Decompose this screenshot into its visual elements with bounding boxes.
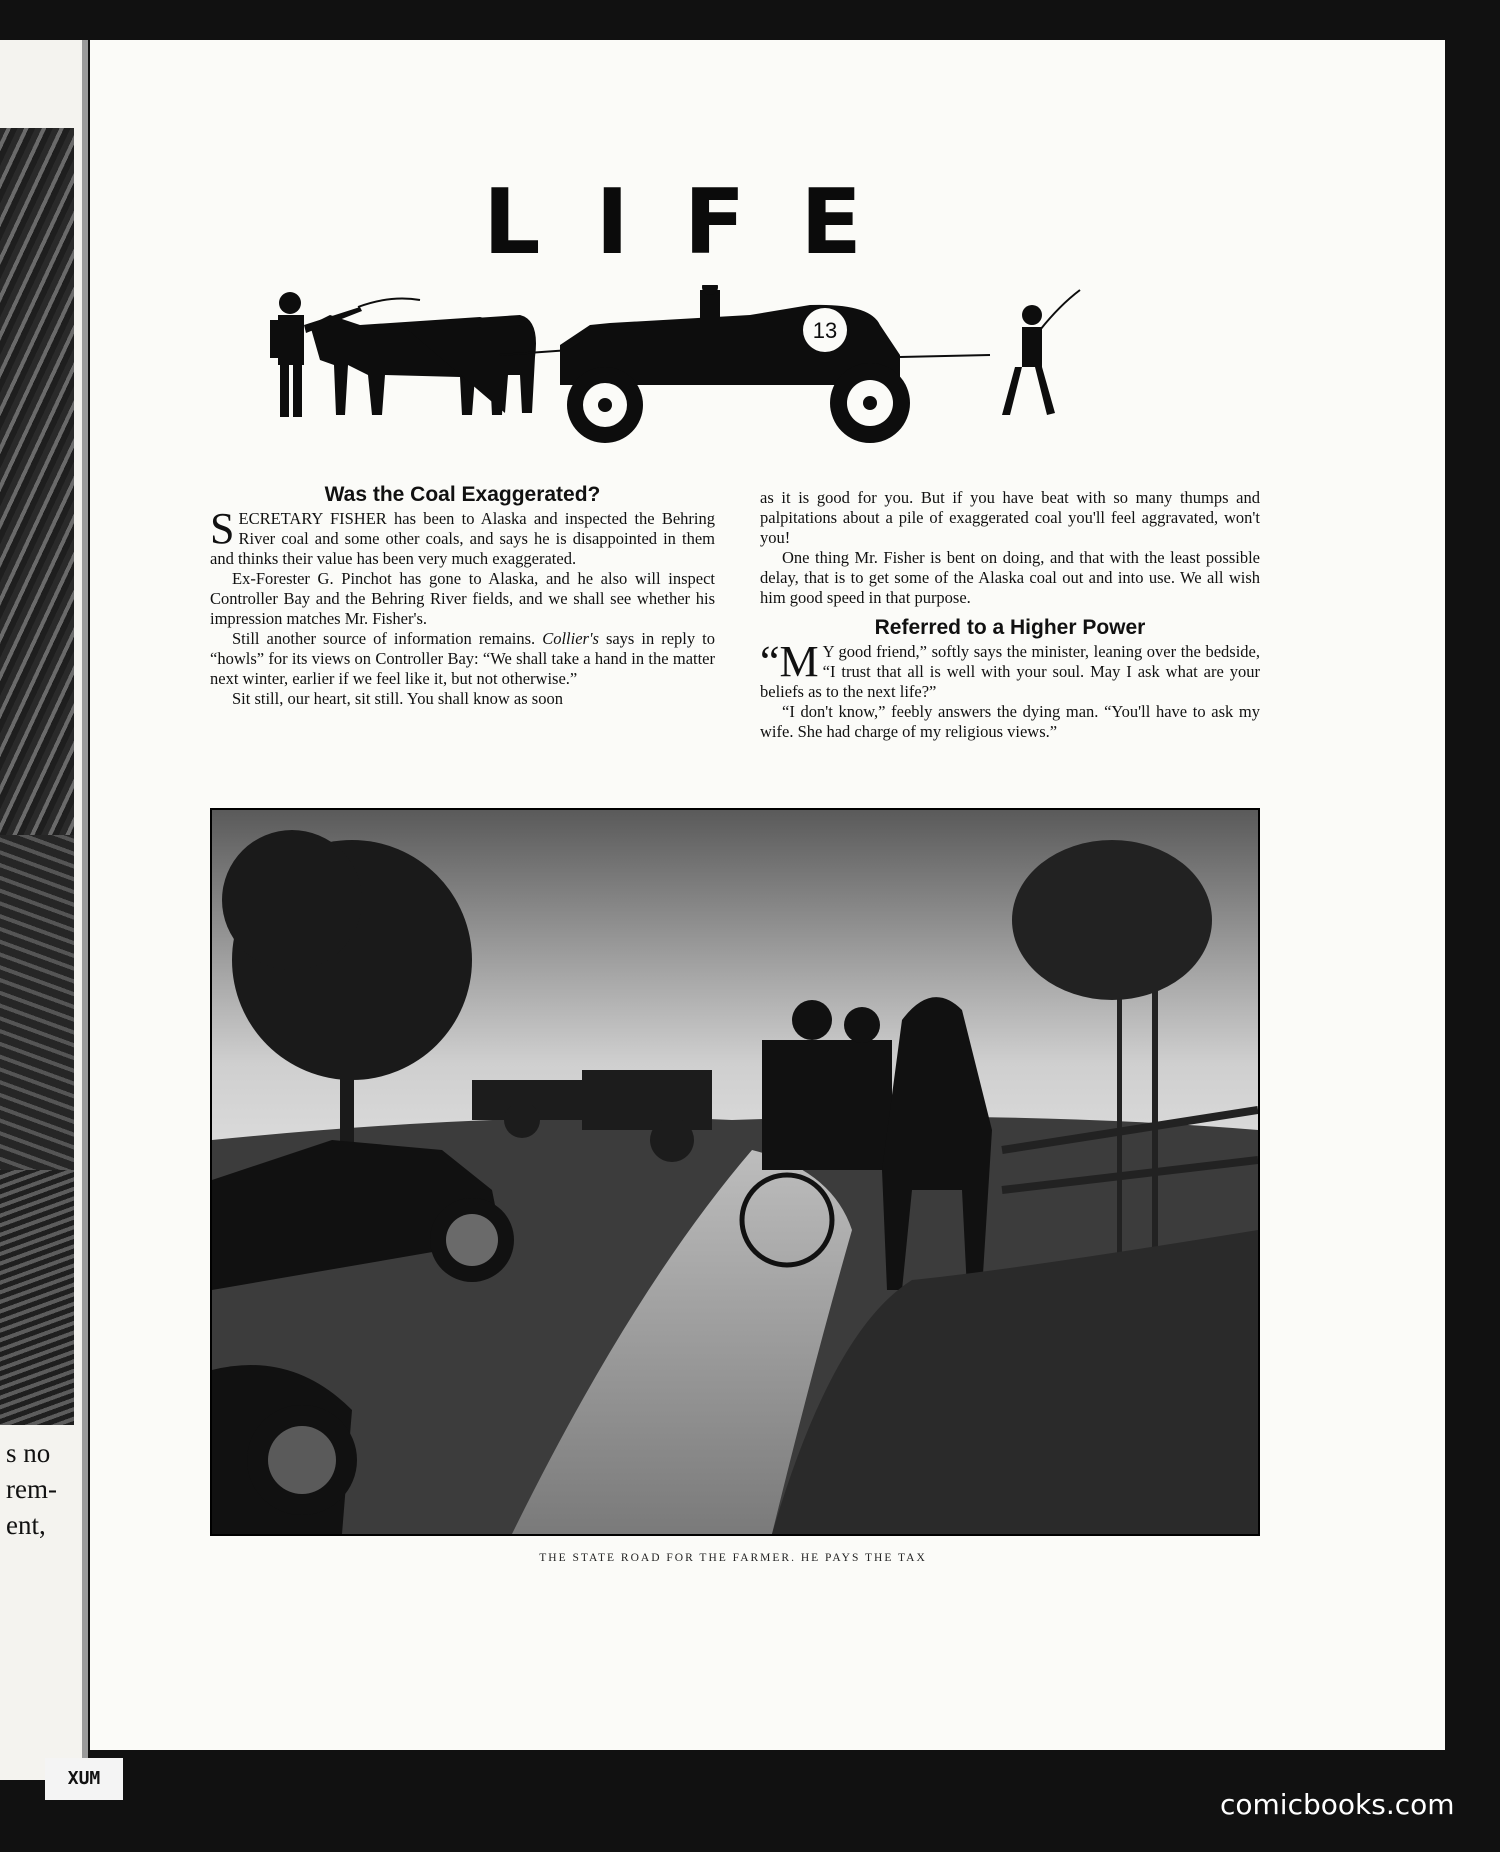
drop-cap: “M	[760, 637, 819, 686]
drop-cap: S	[210, 504, 235, 553]
article-paragraph: as it is good for you. But if you have beat with so many thumps and palpitations about a pile of exaggerated coal you'll feel aggravated, won't you!	[760, 488, 1260, 547]
article-paragraph: Sit still, our heart, sit still. You shall know as soon	[232, 689, 563, 708]
oxen-silhouette	[310, 315, 536, 415]
paragraph-text: Still another source of information remains.	[232, 629, 536, 648]
left-page-text-fragment: s no	[6, 1438, 51, 1468]
left-page-text-fragment: rem-	[6, 1474, 57, 1504]
masthead-title: LIFE	[483, 170, 917, 275]
left-page-illustration-bottom	[0, 1170, 74, 1425]
paragraph-text: Y good friend,” softly says the minister, leaning over the bedside, “I trust that all is well with your soul. May I ask what are your beliefs as to the next life?”	[760, 642, 1260, 701]
illustration-caption: THE STATE ROAD FOR THE FARMER. HE PAYS THE TAX	[539, 1552, 927, 1564]
page-tag: XUM	[45, 1758, 123, 1800]
race-car	[560, 285, 910, 443]
left-page-illustration	[0, 128, 74, 873]
left-page-illustration-lower	[0, 835, 74, 1195]
masthead-cartoon	[250, 285, 1130, 465]
article-paragraph: One thing Mr. Fisher is bent on doing, and that with the least possible delay, that is to get some of the Alaska coal out and into use. We all wish him good speed in that purpose.	[760, 548, 1260, 607]
article-paragraph	[760, 637, 1260, 702]
road-illustration	[210, 808, 1260, 1536]
article-title: Was the Coal Exaggerated?	[324, 483, 601, 506]
article-paragraph: “I don't know,” feebly answers the dying man. “You'll have to ask my wife. She had charge of my religious views.”	[760, 702, 1260, 741]
boy-figure	[900, 290, 1080, 415]
article-title: Referred to a Higher Power	[874, 616, 1146, 639]
paragraph-text: says in reply to “howls” for its views on Controller Bay: “We shall take a hand in the matter next winter, earlier if we feel like it, but not otherwise.”	[210, 629, 715, 688]
watermark-text: comicbooks.com	[1220, 1788, 1455, 1821]
article-continued	[760, 488, 1260, 742]
left-page	[0, 40, 88, 1780]
car-number: 13	[812, 318, 838, 343]
article-paragraph	[210, 504, 715, 569]
article-paragraph: Ex-Forester G. Pinchot has gone to Alaska, and he also will inspect Controller Bay and the Behring River fields, and we shall see whether his impression matches Mr. Fisher's.	[210, 569, 715, 628]
article-coal	[210, 485, 715, 709]
paragraph-text: ECRETARY FISHER has been to Alaska and inspected the Behring River coal and some other coals, and says he is disappointed in them and thinks their value has been very much exaggerated.	[210, 509, 715, 568]
left-page-text-fragment: ent,	[6, 1510, 46, 1540]
publication-name: Collier's	[542, 629, 599, 648]
article-paragraph	[210, 629, 715, 689]
